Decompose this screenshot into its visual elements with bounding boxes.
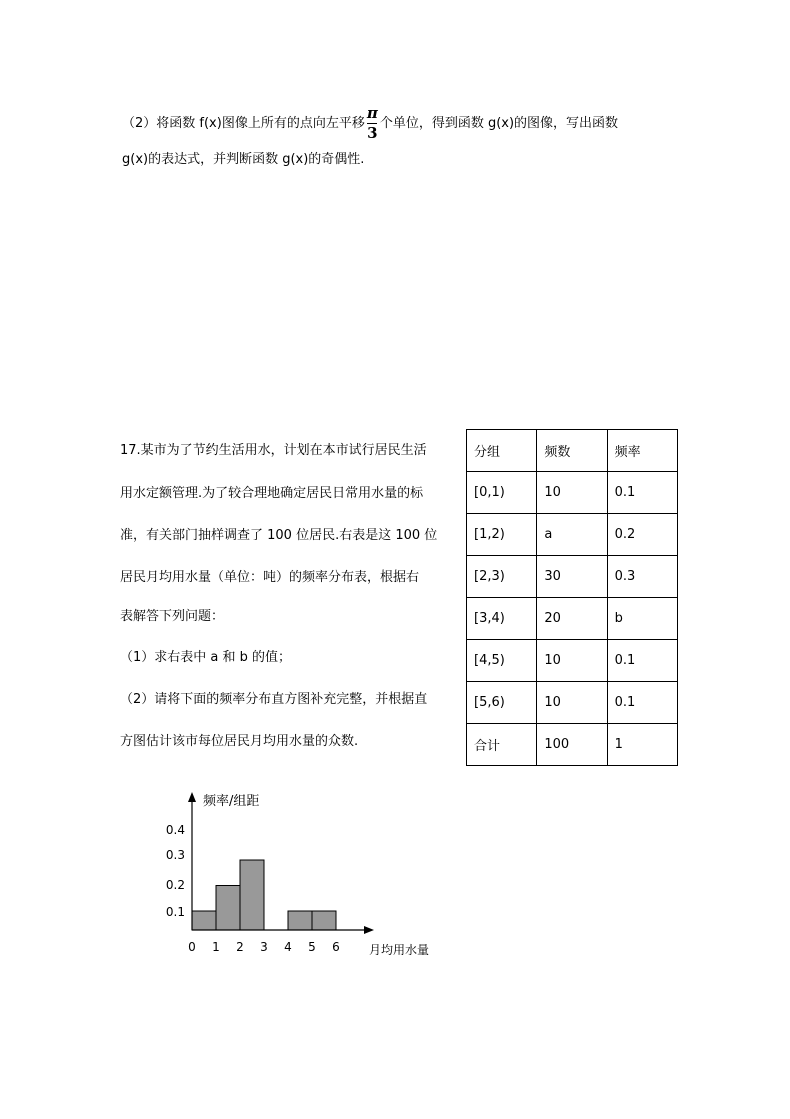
table-row bbox=[467, 556, 678, 598]
table-cell: 20 bbox=[537, 598, 607, 640]
table-cell: [5,6) bbox=[467, 682, 537, 724]
table-cell: [0,1) bbox=[467, 472, 537, 514]
x-tick-label: 0 bbox=[188, 940, 196, 954]
table-cell: 100 bbox=[537, 724, 607, 766]
x-tick-labels bbox=[188, 940, 340, 954]
table-cell: 0.3 bbox=[607, 556, 677, 598]
q17-line: 准，有关部门抽样调查了 100 位居民.右表是这 100 位 bbox=[120, 528, 438, 543]
table-cell: 0.1 bbox=[607, 640, 677, 682]
table-cell: [2,3) bbox=[467, 556, 537, 598]
table-cell: b bbox=[607, 598, 677, 640]
table-cell: 10 bbox=[537, 472, 607, 514]
y-tick-labels bbox=[166, 823, 185, 919]
y-axis-arrow-icon bbox=[188, 792, 196, 802]
header-cell: 分组 bbox=[467, 430, 537, 472]
table-cell: 合计 bbox=[467, 724, 537, 766]
part2-text-a: （2）将函数 f(x)图像上所有的点向左平移 bbox=[122, 116, 365, 131]
frequency-histogram bbox=[150, 780, 450, 970]
fraction-denominator: 3 bbox=[367, 124, 378, 142]
table-cell: a bbox=[537, 514, 607, 556]
q17-line: 居民月均用水量（单位：吨）的频率分布表，根据右 bbox=[120, 570, 420, 585]
frequency-table bbox=[466, 429, 678, 766]
y-tick-label: 0.3 bbox=[165, 848, 185, 862]
table-cell: [1,2) bbox=[467, 514, 537, 556]
q17-line: 17.某市为了节约生活用水，计划在本市试行居民生活 bbox=[120, 443, 427, 458]
x-tick-label: 4 bbox=[284, 940, 292, 954]
part2-text-b: 个单位，得到函数 g(x)的图像，写出函数 bbox=[379, 116, 619, 131]
header-cell: 频数 bbox=[537, 430, 607, 472]
part2-line-1 bbox=[122, 105, 618, 142]
y-tick-label: 0.2 bbox=[165, 878, 185, 892]
table-cell: 10 bbox=[537, 640, 607, 682]
table-cell: 0.2 bbox=[607, 514, 677, 556]
pi-over-3-fraction bbox=[367, 105, 378, 142]
fraction-numerator: π bbox=[366, 104, 378, 122]
x-axis-arrow-icon bbox=[364, 926, 374, 934]
q17-line: （2）请将下面的频率分布直方图补充完整，并根据直 bbox=[120, 692, 428, 707]
table-row bbox=[467, 472, 678, 514]
x-tick-label: 3 bbox=[260, 940, 268, 954]
x-tick-label: 2 bbox=[236, 940, 244, 954]
histogram-bar bbox=[192, 911, 216, 930]
table-cell: 10 bbox=[537, 682, 607, 724]
histogram-bar bbox=[240, 860, 264, 930]
table-cell: 0.1 bbox=[607, 682, 677, 724]
x-tick-label: 6 bbox=[332, 940, 340, 954]
table-row bbox=[467, 514, 678, 556]
table-row bbox=[467, 724, 678, 766]
table-cell: 30 bbox=[537, 556, 607, 598]
histogram-bar bbox=[312, 911, 336, 930]
header-cell: 频率 bbox=[607, 430, 677, 472]
y-axis-label: 频率/组距 bbox=[203, 794, 260, 809]
table-header-row bbox=[467, 430, 678, 472]
table-cell: [3,4) bbox=[467, 598, 537, 640]
histogram-bar bbox=[288, 911, 312, 930]
table-row bbox=[467, 682, 678, 724]
table-cell: 0.1 bbox=[607, 472, 677, 514]
histogram-bar bbox=[216, 886, 240, 931]
q17-line: 方图估计该市每位居民月均用水量的众数. bbox=[120, 734, 359, 749]
x-axis-label: 月均用水量 bbox=[369, 943, 430, 957]
x-tick-label: 1 bbox=[212, 940, 220, 954]
table-row bbox=[467, 598, 678, 640]
table-cell: 1 bbox=[607, 724, 677, 766]
part2-line-2: g(x)的表达式，并判断函数 g(x)的奇偶性. bbox=[122, 152, 365, 167]
table-cell: [4,5) bbox=[467, 640, 537, 682]
q17-line: 用水定额管理.为了较合理地确定居民日常用水量的标 bbox=[120, 486, 424, 501]
y-tick-label: 0.4 bbox=[165, 823, 185, 837]
y-tick-label: 0.1 bbox=[165, 905, 185, 919]
q17-line: 表解答下列问题： bbox=[120, 609, 225, 624]
q17-line: （1）求右表中 a 和 b 的值； bbox=[120, 650, 292, 665]
histogram-bars bbox=[192, 860, 336, 930]
table-row bbox=[467, 640, 678, 682]
x-tick-label: 5 bbox=[308, 940, 316, 954]
